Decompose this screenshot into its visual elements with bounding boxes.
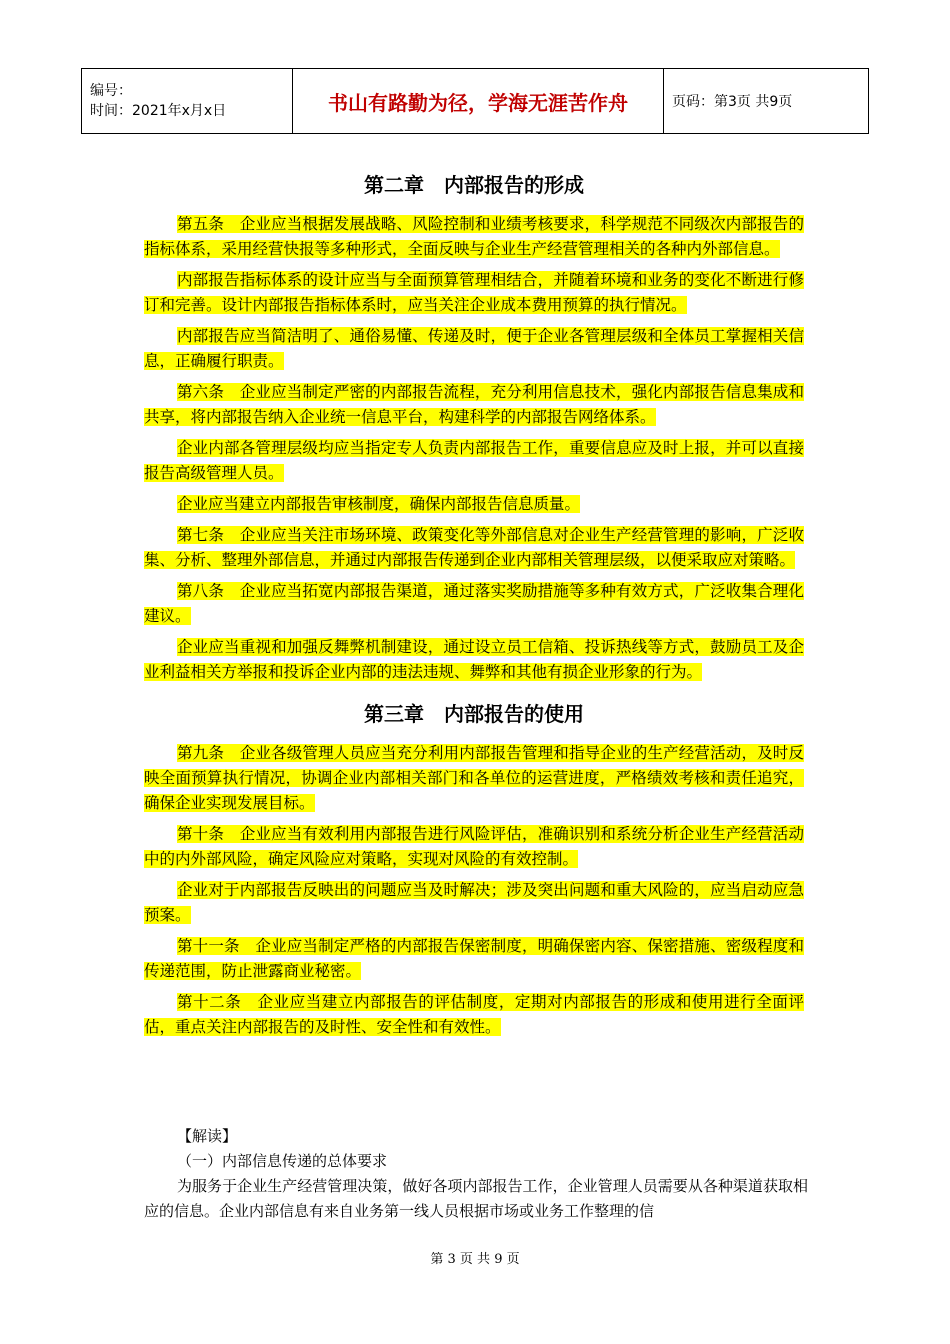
paragraph: 第十一条 企业应当制定严格的内部报告保密制度，明确保密内容、保密措施、密级程度和传递范围，防止泄露商业秘密。 xyxy=(144,937,804,980)
document-date-label: 时间：2021年x月x日 xyxy=(90,103,227,119)
header-motto: 书山有路勤为径，学海无涯苦作舟 xyxy=(293,69,664,134)
paragraph: 第七条 企业应当关注市场环境、政策变化等外部信息对企业生产经营管理的影响，广泛收集、分析、整理外部信息，并通过内部报告传递到企业内部相关管理层级，以便采取应对策略。 xyxy=(144,526,804,569)
paragraph: 企业应当重视和加强反舞弊机制建设，通过设立员工信箱、投诉热线等方式，鼓励员工及企业利益相关方举报和投诉企业内部的违法违规、舞弊和其他有损企业形象的行为。 xyxy=(144,638,804,681)
paragraph: 企业内部各管理层级均应当指定专人负责内部报告工作，重要信息应及时上报，并可以直接报告高级管理人员。 xyxy=(144,439,804,482)
page-footer: 第 3 页 共 9 页 xyxy=(430,1252,520,1267)
paragraph: 内部报告指标体系的设计应当与全面预算管理相结合，并随着环境和业务的变化不断进行修订和完善。设计内部报告指标体系时，应当关注企业成本费用预算的执行情况。 xyxy=(144,271,804,314)
reading-section xyxy=(144,1124,808,1224)
paragraph: 内部报告应当简洁明了、通俗易懂、传递及时，便于企业各管理层级和全体员工掌握相关信息，正确履行职责。 xyxy=(144,327,804,370)
paragraph: 企业对于内部报告反映出的问题应当及时解决；涉及突出问题和重大风险的，应当启动应急预案。 xyxy=(144,881,804,924)
reading-text: 为服务于企业生产经营管理决策，做好各项内部报告工作，企业管理人员需要从各种渠道获取相应的信息。企业内部信息有来自业务第一线人员根据市场或业务工作整理的信 xyxy=(144,1177,808,1220)
paragraph: 第八条 企业应当拓宽内部报告渠道，通过落实奖励措施等多种有效方式，广泛收集合理化建议。 xyxy=(144,582,804,625)
reading-heading: 【解读】 xyxy=(177,1127,238,1145)
reading-subheading: （一）内部信息传递的总体要求 xyxy=(177,1152,388,1170)
header-left-cell xyxy=(82,69,293,134)
paragraph: 第十二条 企业应当建立内部报告的评估制度，定期对内部报告的形成和使用进行全面评估，重点关注内部报告的及时性、安全性和有效性。 xyxy=(144,993,804,1036)
paragraph: 第九条 企业各级管理人员应当充分利用内部报告管理和指导企业的生产经营活动，及时反映全面预算执行情况，协调企业内部相关部门和各单位的运营进度，严格绩效考核和责任追究，确保企业实现发展目标。 xyxy=(144,744,804,812)
chapter-2-title: 第二章 内部报告的形成 xyxy=(364,173,584,197)
main-content xyxy=(144,164,804,1046)
paragraph: 第六条 企业应当制定严密的内部报告流程，充分利用信息技术，强化内部报告信息集成和共享，将内部报告纳入企业统一信息平台，构建科学的内部报告网络体系。 xyxy=(144,383,804,426)
paragraph: 企业应当建立内部报告审核制度，确保内部报告信息质量。 xyxy=(177,495,581,513)
chapter-3-title: 第三章 内部报告的使用 xyxy=(364,702,584,726)
paragraph: 第十条 企业应当有效利用内部报告进行风险评估，准确识别和系统分析企业生产经营活动中的内外部风险，确定风险应对策略，实现对风险的有效控制。 xyxy=(144,825,804,868)
header-page-label: 页码：第3页 共9页 xyxy=(664,69,869,134)
paragraph: 第五条 企业应当根据发展战略、风险控制和业绩考核要求，科学规范不同级次内部报告的指标体系，采用经营快报等多种形式，全面反映与企业生产经营管理相关的各种内外部信息。 xyxy=(144,215,804,258)
header-table xyxy=(81,68,869,134)
document-number-label: 编号： xyxy=(90,83,132,99)
